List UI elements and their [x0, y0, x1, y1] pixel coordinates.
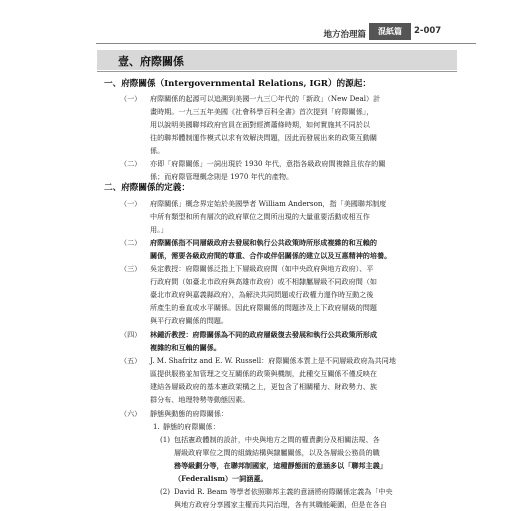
text-line: 群分布、地理特勢等動態因素。 — [150, 395, 250, 404]
paragraph — [150, 92, 470, 157]
paragraph — [150, 328, 470, 354]
text-line-bold: 關係，需要各級政府間的尊重、合作或伴侶關係的建立以及互惠精神的培養。 — [150, 251, 392, 260]
text-line-bold: 務等級劃分等，在聯邦制國家，這種靜態面的意涵多以「聯邦主義」 — [174, 461, 387, 470]
text-line-bold: 林鍾沂教授：府際關係為不同的政府層級復去發展和執行公共政策所形成 — [150, 330, 377, 339]
item-number: （一） — [120, 94, 142, 103]
text-line: J. M. Shafritz and E. W. Russell：府際關係本質上是不同層級政府為共同地 — [150, 356, 396, 365]
item-number: （四） — [120, 330, 142, 339]
text-line: 中所有類型和所有層次的政府單位之間所出現的大量重要活動或相互作 — [150, 212, 370, 221]
paragraph — [150, 197, 470, 236]
item-number: （二） — [120, 159, 142, 168]
text-line: 靜態與動態的府際關係： — [150, 409, 229, 418]
text-line: 區提供服務並加管理之交互關係的政策與機制，此種交互關係不僅反映在 — [150, 369, 377, 378]
paragraph — [150, 157, 470, 183]
header-tab: 混紙篇 — [369, 23, 411, 40]
text-line: 係；而府際管理概念則是 1970 年代的產物。 — [150, 172, 294, 181]
paragraph — [174, 485, 474, 511]
item-number: （一） — [120, 199, 142, 208]
text-line: 吳定教授：府際關係泛指上下層級政府間（如中央政府與地方政府）、平 — [150, 264, 374, 273]
sub-number: 1. — [153, 422, 160, 431]
item-number: （六） — [120, 409, 142, 418]
paragraph — [150, 354, 470, 406]
text-line: 與平行政府關係的問題。 — [150, 316, 229, 325]
item-number: （三） — [120, 264, 142, 273]
title-underline — [97, 71, 457, 72]
paragraph — [174, 433, 474, 485]
section-heading-2: 二、府際關係的定義： — [104, 183, 190, 193]
text-line: 府際關係」概念界定始於美國學者 William Anderson，指「美國聯邦制度 — [150, 199, 387, 208]
text-line: 行政府間（如臺北市政府與高雄市政府）或不相隸屬層級不同政府間（如 — [150, 277, 377, 286]
text-line: 臺北市政府與嘉義縣政府），為解決共同問題或行政權力運作時互動之後 — [150, 290, 374, 299]
text-line: 建結各層級政府的基本憲政架構之上，更包含了相關權力、財政勢力、族 — [150, 382, 377, 391]
header-divider — [96, 43, 476, 44]
text-line — [150, 157, 470, 170]
paragraph — [150, 262, 470, 327]
text-line: 係。 — [150, 146, 165, 155]
text-line-span: 亦即「府際關係」一詞出現於 1930 年代，意指各級政府間複雜且依存的關 — [150, 159, 386, 168]
text-line: 府際關係的起源可以追溯到美國一九三〇年代的「新政」（New Deal）計 — [150, 94, 381, 103]
text-line: 往的聯邦體制運作模式以求有效解決問題，因此而發展出來的政策互動關 — [150, 133, 377, 142]
text-line-bold: 複雜的和互賴的關係。 — [150, 343, 221, 352]
text-line: 用。」 — [150, 225, 168, 234]
item-number: （二） — [120, 238, 142, 247]
page-number: 2-007 — [414, 26, 442, 36]
page-title: 壹、府際關係 — [118, 55, 184, 68]
text-line-bold: 府際關係指不同層級政府去發展和執行公共政策時所形成複雜的和互賴的 — [150, 238, 377, 247]
paragraph — [150, 236, 470, 262]
text-line: 所產生的垂直或水平關係。因此府際關係的問題涉及上下政府層級的問題 — [150, 303, 377, 312]
text-line: David R. Beam 等學者依照聯邦主義的意涵將府際關係定義為「中央 — [174, 487, 393, 496]
item-number: (2) — [160, 487, 171, 496]
section-heading-1: 一、府際關係（Intergovernmental Relations, IGR）的源起： — [104, 79, 371, 89]
text-line: 用以說明美國聯邦政府官員在面對經濟蕭條時期，如何實施其不同於以 — [150, 120, 370, 129]
text-line: 包括憲政體制的設計，中央與地方之間的權責劃分及相關法規、各 — [174, 435, 380, 444]
text-line: 與地方政府分享國家主權而共同治理，各有其職能範圍，但是在各自 — [174, 500, 387, 509]
text-line: 層級政府單位之間的組織結構與隸屬關係，以及各層級公務員的職 — [174, 448, 380, 457]
text-line-bold: （Federalism）一詞涵蓋。 — [174, 474, 268, 483]
text-line: 畫時期。一九三五年美國《社會科學百科全書》首次提到「府際關係」， — [150, 107, 374, 116]
sub-label: 靜態的府際關係： — [163, 422, 220, 431]
item-number: (1) — [160, 435, 171, 444]
running-header-section: 地方治理篇 — [323, 30, 366, 40]
item-number: （五） — [120, 356, 142, 365]
